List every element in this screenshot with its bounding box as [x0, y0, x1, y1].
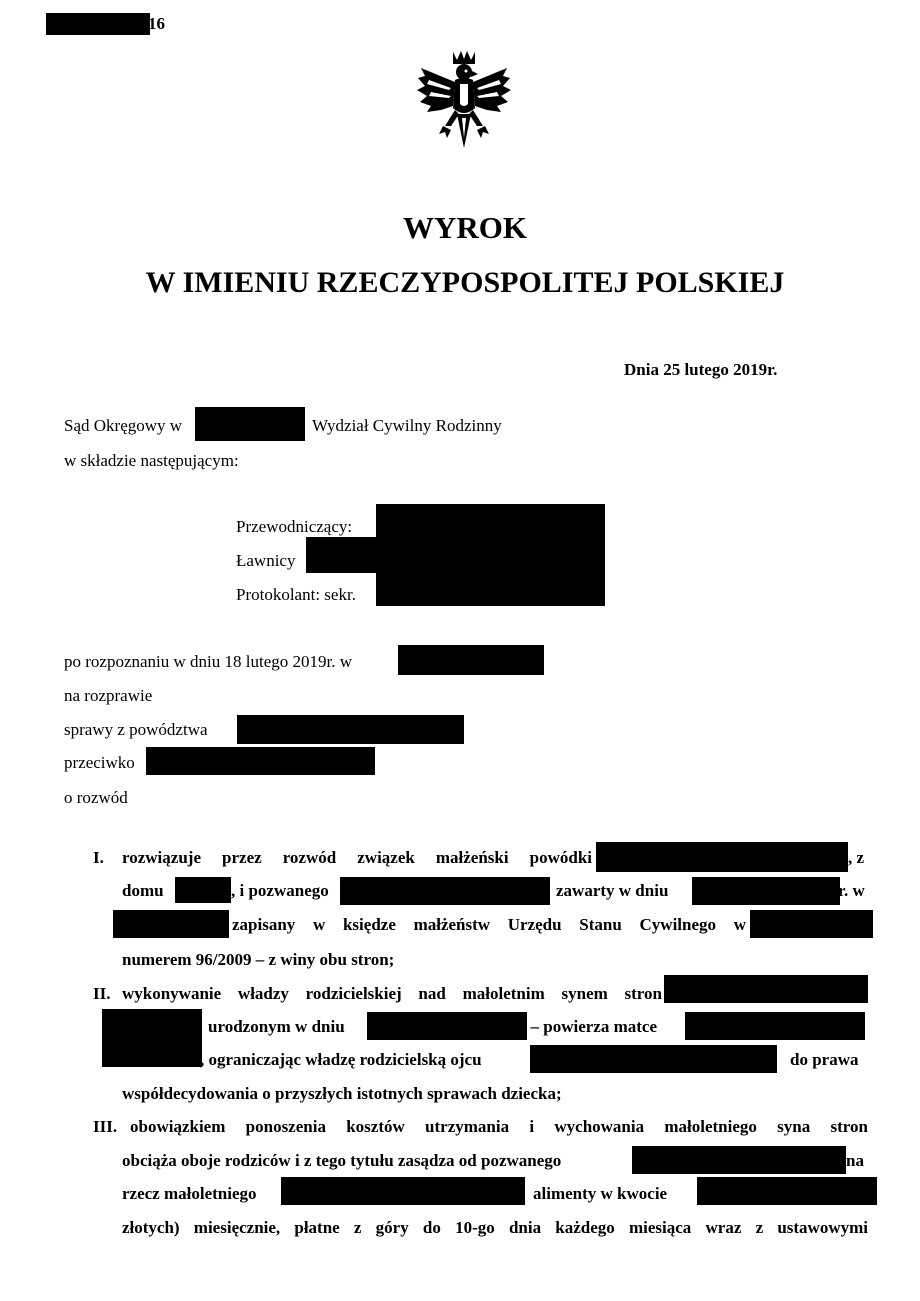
proceedings-line-5: o rozwód	[64, 788, 128, 807]
point-3-line-1: obowiązkiem ponoszenia kosztów utrzymania i wychowania małoletniego syna stron	[130, 1117, 868, 1136]
redaction-p3-defendant	[632, 1146, 846, 1174]
point-1-line-3a: zapisany w księdze małżeństw Urzędu Stanu Cywilnego w	[232, 915, 746, 934]
point-3-line-4: złotych) miesięcznie, płatne z góry do 10-go dnia każdego miesiąca wraz z ustawowymi	[122, 1218, 868, 1237]
point-2-line-3a: , ograniczając władzę rodzicielską ojcu	[200, 1050, 482, 1069]
redaction-p2-son-name	[664, 975, 868, 1003]
point-1-line-1a: rozwiązuje przez rozwód związek małżeński powódki	[122, 848, 592, 867]
point-1-line-2b: , i pozwanego	[231, 881, 329, 900]
redaction-case-number	[46, 13, 150, 35]
redaction-p3-amount	[697, 1177, 877, 1205]
redaction-plaintiff	[237, 715, 464, 744]
proceedings-line-4: przeciwko	[64, 753, 135, 772]
redaction-p1-marriage-date	[692, 877, 840, 905]
redaction-lay-judges	[306, 537, 386, 573]
proceedings-line-1: po rozpoznaniu w dniu 18 lutego 2019r. w	[64, 652, 353, 671]
point-1-line-4: numerem 96/2009 – z winy obu stron;	[122, 950, 395, 969]
redaction-p1-plaintiff	[596, 842, 848, 872]
point-2-line-3b: do prawa	[790, 1050, 859, 1069]
redaction-defendant	[146, 747, 375, 775]
redaction-p2-son-name-cont	[102, 1009, 202, 1067]
composition-chair: Przewodniczący:	[236, 517, 353, 536]
redaction-court-city	[195, 407, 305, 441]
document-subtitle: W IMIENIU RZECZYPOSPOLITEJ POLSKIEJ	[145, 266, 785, 299]
court-line-1a: Sąd Okręgowy w	[64, 416, 183, 435]
redaction-p1-place	[113, 910, 229, 938]
proceedings-line-2: na rozprawie	[64, 686, 153, 705]
point-3-line-3a: rzecz małoletniego	[122, 1184, 257, 1203]
point-1-line-2a: domu	[122, 881, 164, 900]
point-3-number: III.	[93, 1117, 118, 1136]
document-title: WYROK	[403, 210, 527, 245]
point-3-line-3b: alimenty w kwocie	[533, 1184, 668, 1203]
redaction-composition-names	[376, 504, 605, 606]
judgment-date: Dnia 25 lutego 2019r.	[624, 360, 778, 379]
court-line-1b: Wydział Cywilny Rodzinny	[312, 416, 502, 435]
point-1-line-2d: r. w	[838, 881, 865, 900]
composition-lay-judges: Ławnicy	[236, 551, 296, 570]
polish-eagle-emblem	[415, 48, 513, 152]
redaction-proceedings-city	[398, 645, 544, 675]
point-2-number: II.	[93, 984, 111, 1003]
composition-clerk: Protokolant: sekr.	[236, 585, 356, 604]
redaction-p2-mother	[685, 1012, 865, 1040]
redaction-p1-registry-city	[750, 910, 873, 938]
redaction-p3-son	[281, 1177, 525, 1205]
point-3-line-2a: obciąża oboje rodziców i z tego tytułu zasądza od pozwanego	[122, 1151, 562, 1170]
redaction-p2-birth-date	[367, 1012, 527, 1040]
point-3-line-2b: na	[846, 1151, 864, 1170]
redaction-p1-maiden-name	[175, 877, 231, 903]
point-1-line-2c: zawarty w dniu	[556, 881, 669, 900]
case-number-suffix: 16	[148, 14, 165, 33]
proceedings-line-3: sprawy z powództwa	[64, 720, 208, 739]
point-2-line-1: wykonywanie władzy rodzicielskiej nad małoletnim synem stron	[122, 984, 662, 1003]
court-line-2: w składzie następującym:	[64, 451, 239, 470]
point-1-line-1b: , z	[848, 848, 865, 867]
point-1-number: I.	[93, 848, 104, 867]
point-2-line-2a: urodzonym w dniu	[208, 1017, 345, 1036]
redaction-p1-defendant	[340, 877, 550, 905]
point-2-line-2b: . – powierza matce	[522, 1017, 658, 1036]
point-2-line-4: współdecydowania o przyszłych istotnych sprawach dziecka;	[122, 1084, 562, 1103]
redaction-p2-father	[530, 1045, 777, 1073]
